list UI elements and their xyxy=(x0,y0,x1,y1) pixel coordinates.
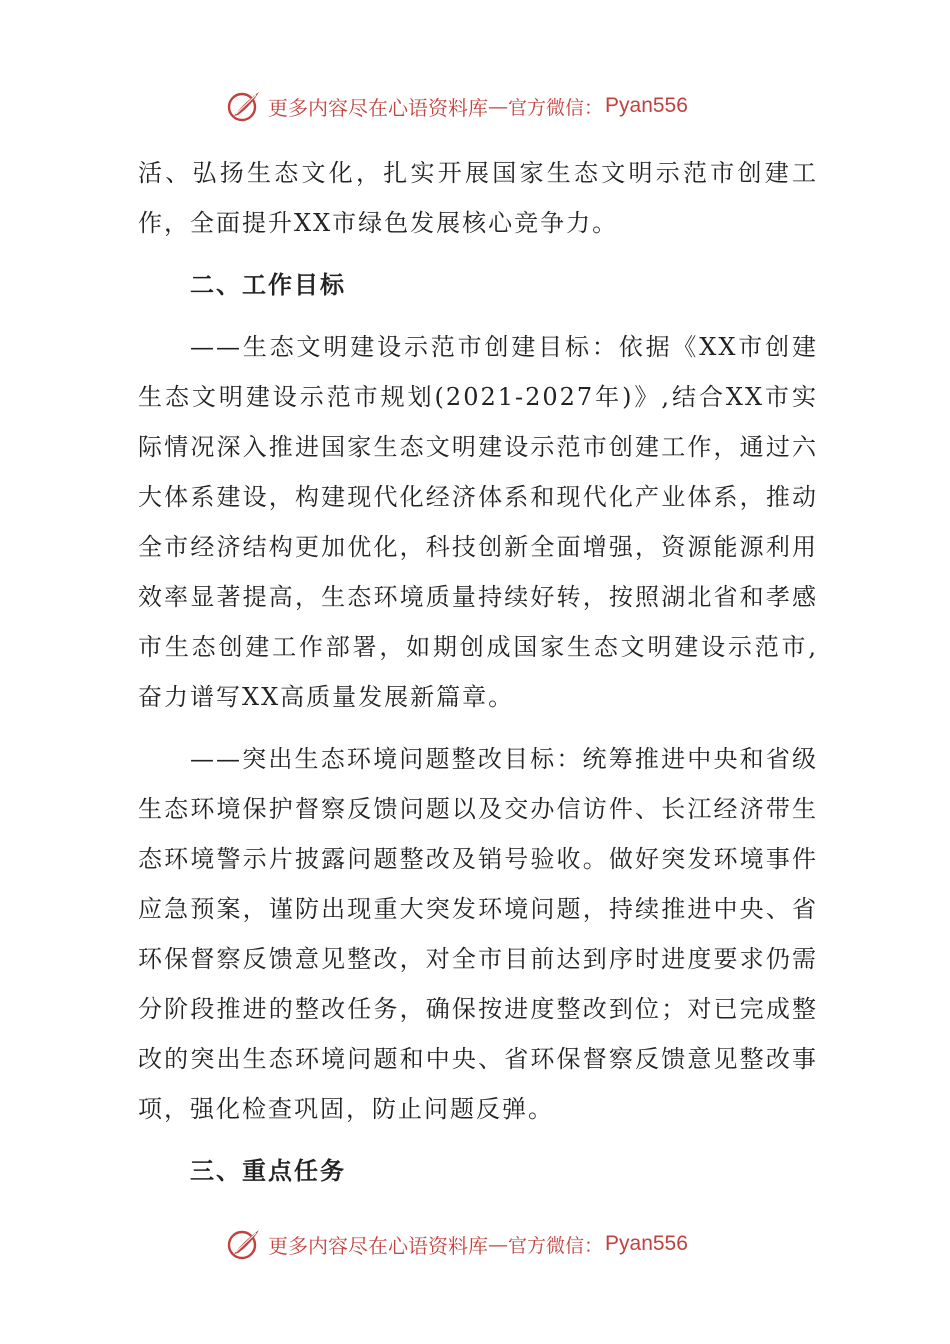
banner-wechat-id: Pyan556 xyxy=(605,94,688,117)
banner-separator: — xyxy=(488,1232,508,1256)
paragraph-intro: 活、弘扬生态文化，扎实开展国家生态文明示范市创建工作，全面提升XX市绿色发展核心竞争力。 xyxy=(138,159,818,237)
paragraph-goal-rectification: ——突出生态环境问题整改目标：统筹推进中央和省级生态环境保护督察反馈问题以及交办信访件、长江经济带生态环境警示片披露问题整改及销号验收。做好突发环境事件应急预案，谨防出现重大突发环境问题，持续推进中央、省环保督察反馈意见整改，对全市目前达到序时进度要求仍需分阶段推进的整改任务，确保按进度整改到位；对已完成整改的突出生态环境问题和中央、省环保督察反馈意见整改事项，强化检查巩固，防止问题反弹。 xyxy=(138,745,818,1123)
section-heading-key-tasks: 三、重点任务 xyxy=(190,1157,346,1185)
footer-banner xyxy=(226,1224,786,1264)
banner-wechat-id: Pyan556 xyxy=(605,1232,688,1255)
quill-logo-icon xyxy=(226,88,262,124)
banner-title: 更多内容尽在心语资料库 xyxy=(268,95,488,120)
document-body xyxy=(138,148,818,1196)
paragraph-goal-demo-city: ——生态文明建设示范市创建目标：依据《XX市创建生态文明建设示范市规划(2021-2027年)》,结合XX市实际情况深入推进国家生态文明建设示范市创建工作，通过六大体系建设，构建现代化经济体系和现代化产业体系，推动全市经济结构更加优化，科技创新全面增强，资源能源利用效率显著提高，生态环境质量持续好转，按照湖北省和孝感市生态创建工作部署，如期创成国家生态文明建设示范市,奋力谱写XX高质量发展新篇章。 xyxy=(138,333,818,711)
quill-logo-icon xyxy=(226,1226,262,1262)
banner-title: 更多内容尽在心语资料库 xyxy=(268,1233,488,1258)
section-heading-goals: 二、工作目标 xyxy=(190,271,346,299)
banner-separator: — xyxy=(488,94,508,118)
banner-wechat-label: 官方微信： xyxy=(508,1234,604,1257)
banner-wechat-label: 官方微信： xyxy=(508,96,604,119)
header-banner xyxy=(226,86,786,126)
